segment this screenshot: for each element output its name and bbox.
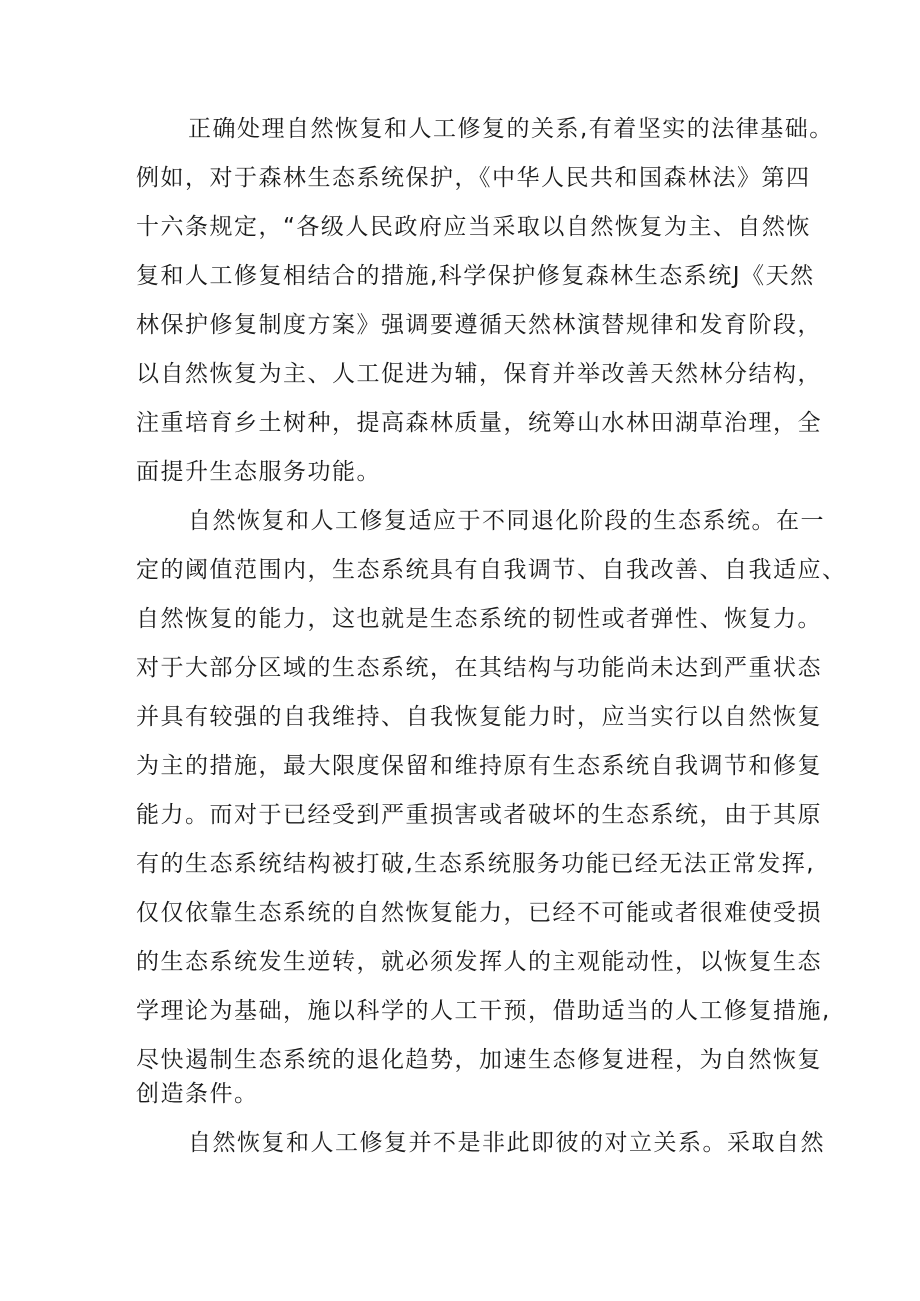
text-line: 复和人工修复相结合的措施,科学保护修复森林生态系统J《天然 [136,263,815,289]
text-line: 自然恢复和人工修复适应于不同退化阶段的生态系统。在一 [188,508,825,534]
text-line: 并具有较强的自我维持、自我恢复能力时，应当实行以自然恢复 [136,704,822,730]
text-line: 为主的措施，最大限度保留和维持原有生态系统自我调节和修复 [136,753,822,779]
text-line: 有的生态系统结构被打破,生态系统服务功能已经无法正常发挥, [136,851,816,877]
text-line: 创造条件。 [136,1081,259,1107]
text-line: 仅仅依靠生态系统的自然恢复能力，已经不可能或者很难使受损 [136,900,822,926]
text-line: 正确处理自然恢复和人工修复的关系,有着坚实的法律基础。 [188,116,834,142]
text-line: 注重培育乡土树种，提高森林质量，统筹山水林田湖草治理，全 [136,410,822,436]
text-line: 自然恢复和人工修复并不是非此即彼的对立关系。采取自然 [188,1130,825,1156]
text-line: 自然恢复的能力，这也就是生态系统的韧性或者弹性、恢复力。 [136,606,822,632]
text-line: 能力。而对于已经受到严重损害或者破坏的生态系统，由于其原 [136,802,822,828]
text-line: 尽快遏制生态系统的退化趋势，加速生态修复进程，为自然恢复 [136,1047,822,1073]
text-line: 十六条规定，“各级人民政府应当采取以自然恢复为主、自然恢 [136,214,811,240]
text-line: 例如，对于森林生态系统保护，《中华人民共和国森林法》第四 [136,165,811,191]
text-line: 的生态系统发生逆转，就必须发挥人的主观能动性，以恢复生态 [136,949,822,975]
text-line: 对于大部分区域的生态系统，在其结构与功能尚未达到严重状态 [136,655,822,681]
text-line: 学理论为基础，施以科学的人工干预，借助适当的人工修复措施, [136,998,831,1024]
text-line: 定的阈值范围内，生态系统具有自我调节、自我改善、自我适应、 [136,557,847,583]
text-line: 面提升生态服务功能。 [136,459,381,485]
text-line: 以自然恢复为主、人工促进为辅，保育并举改善天然林分结构， [136,361,822,387]
text-line: 林保护修复制度方案》强调要遵循天然林演替规律和发育阶段， [136,312,822,338]
